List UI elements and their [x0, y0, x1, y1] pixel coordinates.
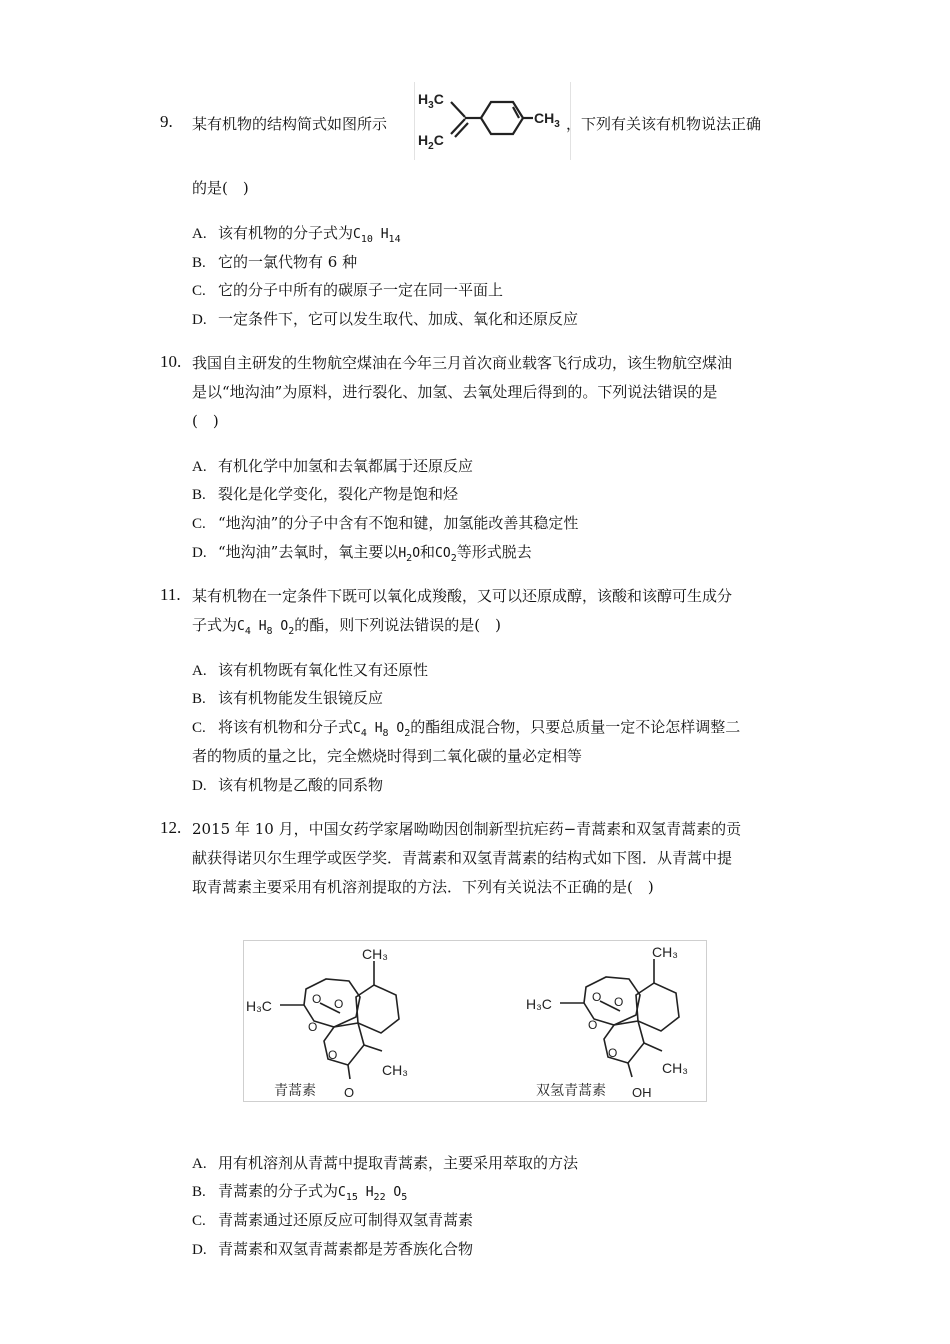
option-text: “地沟油”去氧时，氧主要以	[218, 543, 399, 561]
option-b	[192, 483, 458, 504]
question-stem	[192, 614, 501, 637]
formula-subscript: 2	[288, 626, 295, 637]
formula-subscript: 2	[404, 728, 411, 739]
option-text-tail: 等形式脱去	[456, 543, 532, 561]
option-text: 它的一氯代物有 6 种	[218, 253, 358, 271]
option-text: 一定条件下，它可以发生取代、加成、氧化和还原反应	[218, 310, 579, 328]
ch3-label-top-left: CH₃	[362, 946, 388, 962]
option-b	[192, 251, 357, 272]
question-stem: 我国自主研发的生物航空煤油在今年三月首次商业载客飞行成功，该生物航空煤油	[192, 354, 733, 372]
option-text: 它的分子中所有的碳原子一定在同一平面上	[218, 281, 504, 299]
formula-element: O	[412, 546, 421, 561]
formula-subscript: 2	[450, 553, 457, 564]
svg-text:H3C	[418, 91, 444, 111]
ring-o-right: O	[588, 1018, 598, 1032]
option-b	[192, 1180, 407, 1203]
formula-element: H	[374, 721, 383, 736]
ch3-label-top-right: CH₃	[652, 944, 678, 960]
peroxide-o-right-2: O	[614, 995, 624, 1009]
artemisinin-name: 青蒿素	[274, 1082, 316, 1098]
peroxide-o-left-1: O	[312, 992, 322, 1006]
formula-subscript: 5	[401, 1192, 408, 1203]
formula-subscript: 8	[382, 728, 389, 739]
h2c-h: H	[418, 132, 429, 148]
option-label: A.	[192, 663, 207, 679]
question-number: 12.	[160, 818, 182, 837]
ch3-label-bottom-left: CH₃	[382, 1062, 408, 1078]
ch3-label: CH	[534, 110, 555, 126]
option-a	[192, 455, 473, 476]
option-label: C.	[192, 283, 206, 299]
formula-subscript: 15	[345, 1192, 358, 1203]
formula-element: CO	[435, 546, 451, 561]
h3c-label-left: H₃C	[246, 998, 272, 1014]
question-number: 11.	[160, 585, 181, 604]
option-label: B.	[192, 255, 206, 271]
formula-element: O	[280, 619, 289, 634]
option-text: 该有机物是乙酸的同系物	[218, 776, 384, 794]
lactol-o-right: O	[608, 1046, 618, 1060]
question-stem: ，下列有关该有机物说法正确	[566, 115, 762, 133]
h3c-h: H	[418, 91, 429, 107]
option-b	[192, 687, 383, 708]
formula-element: C	[338, 1185, 346, 1200]
option-label: C.	[192, 720, 206, 736]
formula-element: C	[237, 619, 245, 634]
option-label: D.	[192, 778, 207, 794]
question-stem: 某有机物的结构简式如图所示	[192, 115, 388, 133]
option-c-continued	[192, 745, 582, 766]
option-c	[192, 1209, 473, 1230]
option-a	[192, 222, 401, 245]
question-stem: 2015 年 10 月，中国女药学家屠呦呦因创制新型抗疟药−青蒿素和双氢青蒿素的贡	[192, 820, 742, 838]
option-text: 裂化是化学变化，裂化产物是饱和烃	[218, 485, 459, 503]
option-label: B.	[192, 487, 206, 503]
carbonyl-o-label: O	[344, 1085, 355, 1100]
svg-text:H2C	[418, 132, 444, 152]
option-label: C.	[192, 516, 206, 532]
ch3-label-bottom-right: CH₃	[662, 1060, 688, 1076]
ch3-sub: 3	[554, 119, 560, 130]
option-d	[192, 774, 383, 795]
formula-element: C	[353, 721, 361, 736]
option-d	[192, 541, 532, 564]
ring-o-left: O	[308, 1020, 318, 1034]
question-stem: 某有机物在一定条件下既可以氧化成羧酸，又可以还原成醇，该酸和该醇可生成分	[192, 587, 733, 605]
option-a	[192, 659, 428, 680]
option-label: A.	[192, 1156, 207, 1172]
option-label: A.	[192, 226, 207, 242]
formula-subscript: 10	[360, 234, 373, 245]
option-label: D.	[192, 1242, 207, 1258]
formula-subscript: 22	[373, 1192, 386, 1203]
option-text-mid: 和	[420, 543, 436, 561]
formula-subscript: 4	[244, 626, 251, 637]
option-label: D.	[192, 545, 207, 561]
stem-text: 子式为	[192, 616, 238, 634]
structure-figure-limonene	[414, 82, 571, 160]
option-label: B.	[192, 691, 206, 707]
stem-text: 的酯，则下列说法错误的是( )	[294, 616, 501, 634]
option-text: 青蒿素通过还原反应可制得双氢青蒿素	[218, 1211, 474, 1229]
question-stem: 献获得诺贝尔生理学或医学奖．青蒿素和双氢青蒿素的结构式如下图．从青蒿中提	[192, 849, 733, 867]
option-d	[192, 1238, 473, 1259]
option-label: D.	[192, 312, 207, 328]
formula-element: O	[393, 1185, 402, 1200]
formula-element: O	[396, 721, 405, 736]
option-d	[192, 308, 578, 329]
option-text: 者的物质的量之比，完全燃烧时得到二氧化碳的量必定相等	[192, 747, 583, 765]
option-text: 该有机物的分子式为	[218, 224, 354, 242]
formula-subscript: 4	[360, 728, 367, 739]
option-text: 将该有机物和分子式	[218, 718, 354, 736]
question-stem: ( )	[192, 412, 219, 430]
question-stem: 的是( )	[192, 179, 249, 197]
h3c-c: C	[433, 91, 444, 107]
option-text: 青蒿素和双氢青蒿素都是芳香族化合物	[218, 1240, 474, 1258]
option-text: 该有机物既有氧化性又有还原性	[218, 661, 429, 679]
option-c	[192, 512, 578, 533]
lactone-o-left: O	[328, 1048, 338, 1062]
peroxide-o-left-2: O	[334, 997, 344, 1011]
peroxide-o-right-1: O	[592, 990, 602, 1004]
formula-subscript: 2	[406, 553, 413, 564]
formula-element: H	[365, 1185, 374, 1200]
option-label: A.	[192, 459, 207, 475]
option-text-tail: 的酯组成混合物，只要总质量一定不论怎样调整二	[410, 718, 741, 736]
formula-subscript: 8	[266, 626, 273, 637]
option-label: B.	[192, 1184, 206, 1200]
hydroxyl-oh-label: OH	[632, 1085, 652, 1100]
option-text: 青蒿素的分子式为	[218, 1182, 339, 1200]
option-text: 该有机物能发生银镜反应	[218, 689, 384, 707]
formula-element: C	[353, 227, 361, 242]
h2c-sub: 2	[428, 141, 434, 152]
h2c-c: C	[433, 132, 444, 148]
artemisinin-structures-figure	[243, 940, 707, 1102]
formula-element: H	[398, 546, 407, 561]
option-text: 有机化学中加氢和去氧都属于还原反应	[218, 457, 474, 475]
question-number: 10.	[160, 352, 182, 371]
formula-element: H	[380, 227, 389, 242]
svg-text:CH3	[534, 110, 560, 130]
h3c-sub: 3	[428, 100, 434, 111]
option-c	[192, 279, 503, 300]
formula-subscript: 14	[388, 234, 401, 245]
h3c-label-right: H₃C	[526, 996, 552, 1012]
option-text: “地沟油”的分子中含有不饱和键，加氢能改善其稳定性	[218, 514, 579, 532]
formula-element: H	[258, 619, 267, 634]
option-label: C.	[192, 1213, 206, 1229]
dihydroartemisinin-name: 双氢青蒿素	[536, 1082, 606, 1098]
question-stem: 是以“地沟油”为原料，进行裂化、加氢、去氧处理后得到的。下列说法错误的是	[192, 383, 718, 401]
option-text: 用有机溶剂从青蒿中提取青蒿素，主要采用萃取的方法	[218, 1154, 579, 1172]
question-number: 9.	[160, 112, 173, 131]
option-a	[192, 1152, 578, 1173]
question-stem: 取青蒿素主要采用有机溶剂提取的方法．下列有关说法不正确的是( )	[192, 878, 654, 896]
option-c	[192, 716, 740, 739]
